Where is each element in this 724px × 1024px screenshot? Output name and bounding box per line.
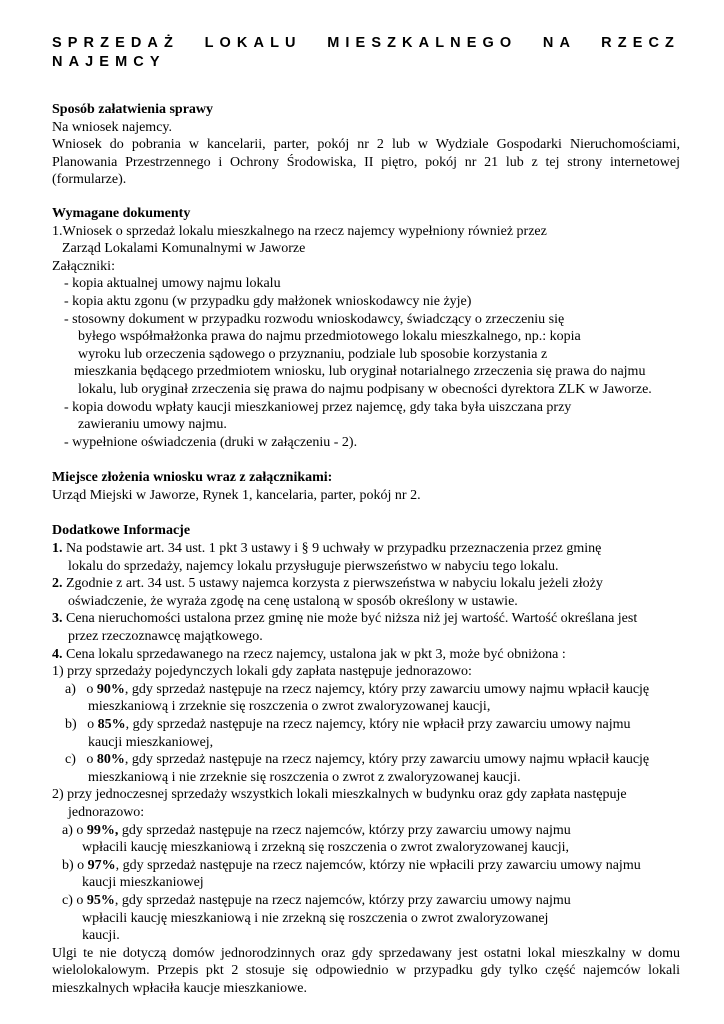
discount-item-cont: kaucji mieszkaniowej: [82, 875, 204, 891]
discount-item-cont: kaucji.: [82, 928, 120, 944]
attachment-item: - kopia aktualnej umowy najmu lokalu: [64, 276, 281, 292]
attachment-item-cont: mieszkania będącego przedmiotem wniosku, lub oryginał notarialnego zrzeczenia się prawa do najmu: [74, 364, 646, 380]
documents-item-1-cont: Zarząd Lokalami Komunalnymi w Jaworze: [62, 241, 306, 257]
attachment-item: - kopia dowodu wpłaty kaucji mieszkaniowej przez najemcę, gdy taka była uiszczana przy: [64, 399, 572, 415]
discount-group-2-cont: jednorazowo:: [68, 804, 145, 820]
location-line: Urząd Miejski w Jaworze, Rynek 1, kancelaria, parter, pokój nr 2.: [52, 487, 421, 503]
attachment-item-cont: byłego współmałżonka prawa do najmu przedmiotowego lokalu mieszkalnego, np.: kopia: [78, 329, 581, 345]
info-point-3: 3. Cena nieruchomości ustalona przez gminę nie może być niższa niż jej wartość. Wartość określana jest: [52, 611, 638, 627]
discount-item: a) o 99%, gdy sprzedaż następuje na rzecz najemców, którzy przy zawarciu umowy najmu: [62, 822, 571, 838]
closing-paragraph: Ulgi te nie dotyczą domów jednorodzinnych oraz gdy sprzedawany jest ostatni lokal mieszkalny w domu wielolokalowym. Przepis pkt 2 stosuje się odpowiednio w przypadku gdy tylko część najemców lokali mieszkalnych wpłaciła kaucje mieszkaniowe.: [52, 945, 680, 996]
info-point-2: 2. Zgodnie z art. 34 ust. 5 ustawy najemca korzysta z pierwszeństwa w nabyciu lokalu jeżeli złoży: [52, 576, 603, 592]
procedure-paragraph: Wniosek do pobrania w kancelarii, parter, pokój nr 2 lub w Wydziale Gospodarki Nieruchomościami, Planowania Przestrzennego i Ochrony Środowiska, II piętro, pokój nr 21 lub z tej strony internetowej (formularze).: [52, 137, 680, 188]
procedure-line: Na wniosek najemcy.: [52, 119, 172, 135]
info-point-4: 4. Cena lokalu sprzedawanego na rzecz najemcy, ustalona jak w pkt 3, może być obniżona :: [52, 646, 566, 662]
discount-item: b) o 97%, gdy sprzedaż następuje na rzecz najemców, którzy nie wpłacili przy zawarciu umowy najmu: [62, 857, 641, 873]
attachment-item: - wypełnione oświadczenia (druki w załączeniu - 2).: [64, 434, 358, 450]
info-point-3-cont: przez rzeczoznawcę majątkowego.: [68, 629, 263, 645]
section-heading-documents: Wymagane dokumenty: [52, 205, 191, 221]
discount-item-cont: wpłacili kaucję mieszkaniową i nie zrzekną się roszczenia o zwrot zwaloryzowanej: [82, 910, 549, 926]
info-point-1-cont: lokalu do sprzedaży, najemcy lokalu przysługuje pierwszeństwo w nabyciu tego lokalu.: [68, 558, 559, 574]
attachments-label: Załączniki:: [52, 258, 115, 274]
section-heading-additional: Dodatkowe Informacje: [52, 523, 191, 539]
discount-item-cont: wpłacili kaucję mieszkaniową i zrzekną się roszczenia o zwrot zwaloryzowanej kaucji,: [82, 840, 570, 856]
discount-item: a) o 90%, gdy sprzedaż następuje na rzecz najemcy, który przy zawarciu umowy najmu wpłacił kaucję: [65, 681, 650, 697]
info-point-1: 1. Na podstawie art. 34 ust. 1 pkt 3 ustawy i § 9 uchwały w przypadku przeznaczenia przez gminę: [52, 541, 602, 557]
document-title-line2: NAJEMCY: [52, 54, 166, 70]
discount-item: c) o 95%, gdy sprzedaż następuje na rzecz najemców, którzy przy zawarciu umowy najmu: [62, 892, 571, 908]
document-title-line1: SPRZEDAŻ LOKALU MIESZKALNEGO NA RZECZ: [52, 35, 680, 51]
attachment-item-cont: lokalu, lub oryginał zrzeczenia się prawa do najmu podpisany w obecności dyrektora ZLK w Jaworze.: [78, 381, 652, 397]
discount-item: b) o 85%, gdy sprzedaż następuje na rzecz najemcy, który nie wpłacił przy zawarciu umowy najmu: [65, 717, 631, 732]
discount-item-cont: kaucji mieszkaniowej,: [88, 734, 214, 750]
document-page: [52, 34, 680, 998]
attachment-item-cont: wyroku lub orzeczenia sądowego o przyznaniu, podziale lub sposobie korzystania z: [78, 346, 548, 362]
documents-item-1: 1.Wniosek o sprzedaż lokalu mieszkalnego na rzecz najemcy wypełniony również przez: [52, 223, 547, 239]
section-heading-location: Miejsce złożenia wniosku wraz z załącznikami:: [52, 470, 333, 486]
discount-group-1: 1) przy sprzedaży pojedynczych lokali gdy zapłata następuje jednorazowo:: [52, 664, 472, 680]
discount-group-2: 2) przy jednoczesnej sprzedaży wszystkich lokali mieszkalnych w budynku oraz gdy zapłata następuje: [52, 787, 627, 803]
section-heading-procedure: Sposób załatwienia sprawy: [52, 102, 214, 117]
discount-item: c) o 80%, gdy sprzedaż następuje na rzecz najemcy, który przy zawarciu umowy najmu wpłacił kaucję: [65, 752, 650, 768]
info-point-2-cont: oświadczenie, że wyraża zgodę na cenę ustaloną w sposób określony w ustawie.: [68, 593, 518, 609]
discount-item-cont: mieszkaniową i nie zrzeknie się roszczenia o zwrot z zwaloryzowanej kaucji.: [88, 769, 521, 785]
attachment-item: - stosowny dokument w przypadku rozwodu wnioskodawcy, świadczący o zrzeczeniu się: [64, 311, 565, 327]
discount-item-cont: mieszkaniową i zrzeknie się roszczenia o zwrot zwaloryzowanej kaucji,: [88, 699, 491, 715]
attachment-item: - kopia aktu zgonu (w przypadku gdy małżonek wnioskodawcy nie żyje): [64, 293, 472, 309]
attachment-item-cont: zawieraniu umowy najmu.: [78, 417, 227, 433]
